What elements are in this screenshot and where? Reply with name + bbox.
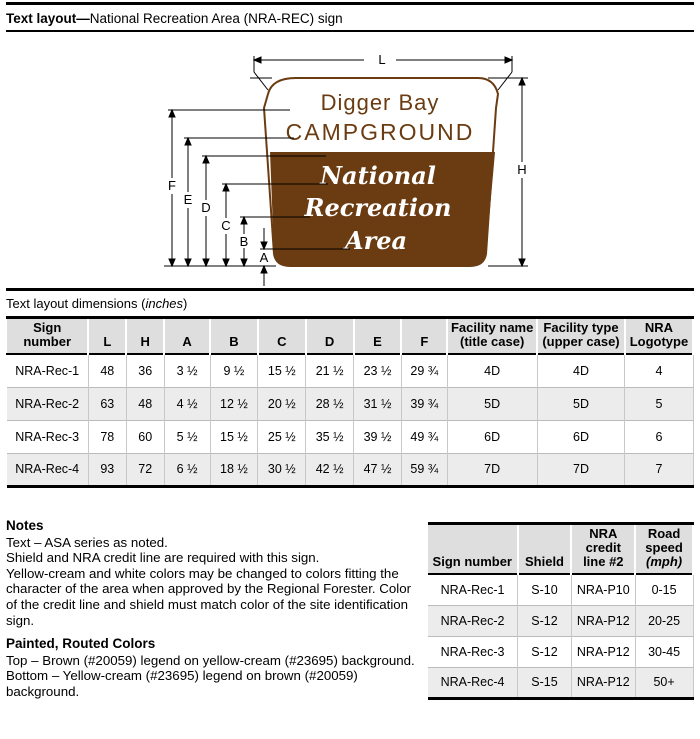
dims-header-cell: F (401, 318, 447, 355)
dims-caption-italic: inches (145, 296, 184, 311)
table-cell: 47 ½ (354, 453, 402, 486)
table-cell: 20 ½ (258, 387, 306, 420)
sign-layout-diagram (150, 38, 570, 290)
speed-table (428, 522, 694, 700)
table-cell: 7D (447, 453, 537, 486)
table-row (7, 387, 694, 420)
table-cell: 0-15 (635, 574, 693, 605)
dims-header-cell: B (210, 318, 258, 355)
table-cell: NRA-Rec-3 (428, 636, 518, 667)
dim-label-A: A (259, 250, 269, 265)
table-cell: 28 ½ (306, 387, 354, 420)
table-cell: 4D (447, 354, 537, 387)
table-cell: NRA-Rec-1 (428, 574, 518, 605)
table-cell: 15 ½ (210, 420, 258, 453)
table-cell: 59 ¾ (401, 453, 447, 486)
table-cell: 18 ½ (210, 453, 258, 486)
table-cell: 42 ½ (306, 453, 354, 486)
table-cell: NRA-P12 (571, 605, 635, 636)
table-row (7, 453, 694, 486)
table-cell: 4 (625, 354, 693, 387)
table-cell: NRA-Rec-4 (428, 667, 518, 698)
notes-line: Yellow-cream and white colors may be changed to colors fitting the character of the area when approved by the Regional Forester. Color of the credit line and shield must match color of the site identification sign. (6, 565, 412, 628)
table-cell: S-10 (518, 574, 572, 605)
table-cell: 60 (126, 420, 164, 453)
table-cell: 15 ½ (258, 354, 306, 387)
colors-heading: Painted, Routed Colors (6, 636, 156, 652)
notes-section (6, 518, 416, 700)
dim-label-D: D (201, 200, 211, 215)
speed-header-cell: Sign number (428, 524, 518, 575)
table-cell: 36 (126, 354, 164, 387)
table-cell: NRA-Rec-2 (7, 387, 89, 420)
speed-unit: (mph) (646, 554, 683, 569)
dims-header-cell: E (354, 318, 402, 355)
table-cell: 29 ¾ (401, 354, 447, 387)
sign-line-2: CAMPGROUND (285, 119, 475, 145)
page-title (6, 2, 694, 32)
dims-header-cell: Facility type (upper case) (537, 318, 625, 355)
table-cell: 5D (537, 387, 625, 420)
table-cell: 7D (537, 453, 625, 486)
table-row (428, 667, 693, 698)
sign-line-4: Recreation (304, 193, 452, 222)
dims-caption-text: Text layout dimensions ( (6, 296, 146, 311)
dim-label-B: B (239, 234, 249, 249)
sign-line-3: National (320, 161, 436, 190)
dim-label-H: H (517, 162, 527, 177)
table-cell: 20-25 (635, 605, 693, 636)
table-cell: 63 (88, 387, 126, 420)
title-rest: National Recreation Area (NRA-REC) sign (89, 11, 343, 26)
speed-header-label: Road speed (645, 526, 683, 555)
sign-line-1: Digger Bay (320, 90, 440, 115)
table-row (428, 636, 693, 667)
table-cell: 39 ½ (354, 420, 402, 453)
color-line: Bottom – Yellow-cream (#23695) legend on brown (#20059) background. (6, 668, 358, 699)
table-cell: 5 (625, 387, 693, 420)
dims-header-cell: Facility name (title case) (447, 318, 537, 355)
table-cell: 78 (88, 420, 126, 453)
dims-header-row (7, 318, 694, 355)
speed-header-cell: Shield (518, 524, 572, 575)
table-cell: 31 ½ (354, 387, 402, 420)
color-line: Top – Brown (#20059) legend on yellow-cream (#23695) background. (6, 652, 415, 668)
table-cell: 30 ½ (258, 453, 306, 486)
dim-label-C: C (221, 218, 231, 233)
table-cell: NRA-Rec-3 (7, 420, 89, 453)
table-cell: 48 (88, 354, 126, 387)
table-row (7, 354, 694, 387)
table-cell: S-12 (518, 605, 572, 636)
dims-header-cell: L (88, 318, 126, 355)
table-cell: 25 ½ (258, 420, 306, 453)
table-cell: 21 ½ (306, 354, 354, 387)
table-row (7, 420, 694, 453)
table-cell: 9 ½ (210, 354, 258, 387)
table-row (428, 605, 693, 636)
table-cell: 4 ½ (164, 387, 210, 420)
table-cell: 5 ½ (164, 420, 210, 453)
table-cell: 35 ½ (306, 420, 354, 453)
table-cell: 3 ½ (164, 354, 210, 387)
table-cell: 23 ½ (354, 354, 402, 387)
table-cell: 39 ¾ (401, 387, 447, 420)
speed-header-cell (635, 524, 693, 575)
table-cell: 72 (126, 453, 164, 486)
notes-heading: Notes (6, 518, 44, 533)
dims-header-cell: Sign number (7, 318, 89, 355)
speed-header-row (428, 524, 693, 575)
table-cell: NRA-P12 (571, 667, 635, 698)
table-cell: 93 (88, 453, 126, 486)
table-cell: 6 (625, 420, 693, 453)
table-cell: 12 ½ (210, 387, 258, 420)
dims-caption (6, 288, 694, 311)
dims-header-cell: D (306, 318, 354, 355)
table-cell: NRA-P12 (571, 636, 635, 667)
dim-label-E: E (183, 192, 193, 207)
dim-label-F: F (168, 178, 176, 193)
table-cell: S-15 (518, 667, 572, 698)
table-cell: NRA-Rec-1 (7, 354, 89, 387)
table-cell: 50+ (635, 667, 693, 698)
table-cell: 6D (537, 420, 625, 453)
table-cell: 48 (126, 387, 164, 420)
table-cell: 7 (625, 453, 693, 486)
sign-line-5: Area (344, 226, 408, 255)
table-cell: NRA-Rec-4 (7, 453, 89, 486)
table-cell: 30-45 (635, 636, 693, 667)
table-cell: NRA-Rec-2 (428, 605, 518, 636)
dims-header-cell: H (126, 318, 164, 355)
table-cell: 6 ½ (164, 453, 210, 486)
dims-header-cell: NRA Logotype (625, 318, 693, 355)
notes-line: Text – ASA series as noted. (6, 534, 168, 550)
title-bold: Text layout— (6, 11, 90, 26)
dims-caption-end: ) (183, 296, 188, 311)
dim-label-L: L (378, 52, 386, 67)
table-cell: 49 ¾ (401, 420, 447, 453)
table-row (428, 574, 693, 605)
dimensions-table (6, 316, 694, 488)
table-cell: 6D (447, 420, 537, 453)
notes-line: Shield and NRA credit line are required with this sign. (6, 550, 320, 566)
table-cell: NRA-P10 (571, 574, 635, 605)
table-cell: 5D (447, 387, 537, 420)
dims-header-cell: A (164, 318, 210, 355)
table-cell: 4D (537, 354, 625, 387)
speed-header-cell: NRA credit line #2 (571, 524, 635, 575)
dims-header-cell: C (258, 318, 306, 355)
table-cell: S-12 (518, 636, 572, 667)
